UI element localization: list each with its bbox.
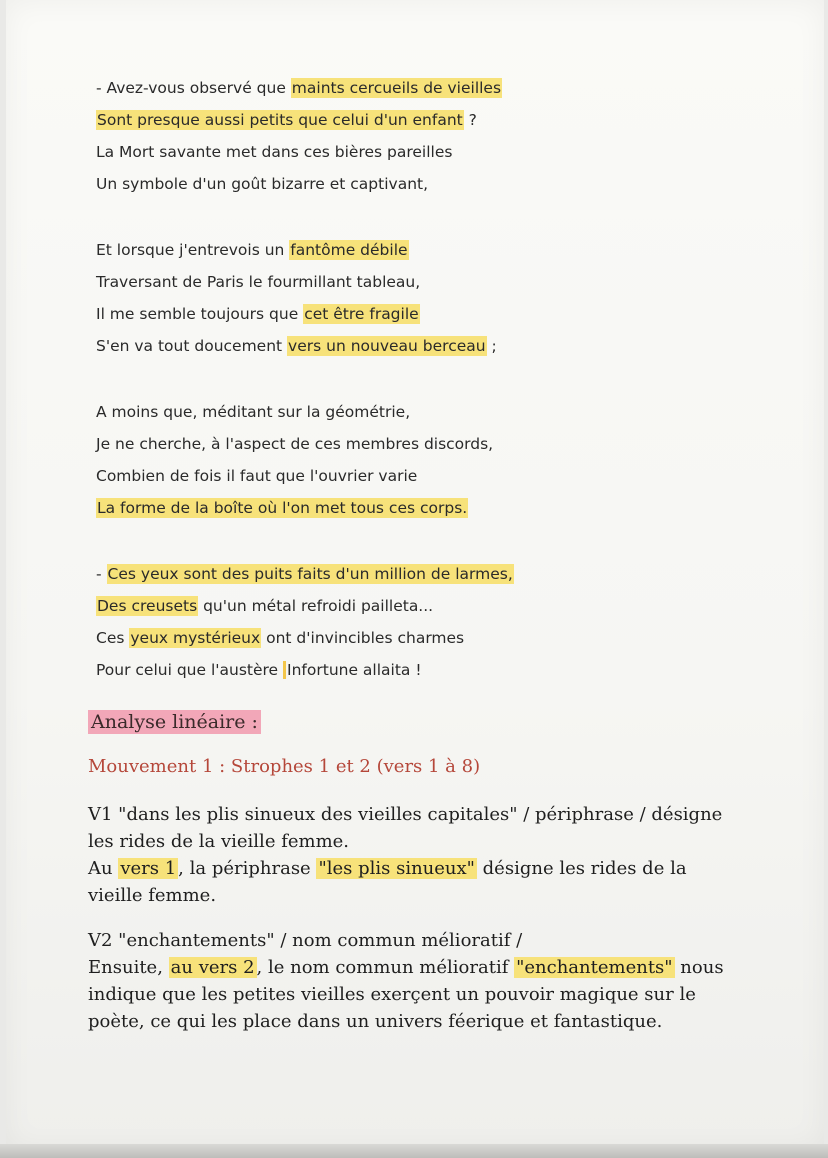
poem-text	[96, 72, 514, 686]
paragraph-text: V2 "enchantements" / nom commun mélioratif /	[88, 930, 523, 951]
poem-line	[96, 460, 514, 492]
line-text: Un symbole d'un goût bizarre et captivant,	[96, 175, 429, 193]
poem-line	[96, 104, 514, 136]
highlighted-text: Des creusets	[97, 597, 198, 615]
poem-line	[96, 428, 514, 460]
poem-line	[96, 396, 514, 428]
line-text: Pour celui que l'austère	[96, 661, 284, 679]
line-text: ont d'invincibles charmes	[261, 629, 465, 647]
line-text: Combien de fois il faut que l'ouvrier varie	[96, 467, 418, 485]
poem-line	[96, 168, 514, 200]
paragraph-text: Ensuite,	[88, 957, 169, 978]
highlighted-text: "enchantements"	[516, 957, 673, 978]
poem-line	[96, 622, 514, 654]
paragraph-text: , le nom commun mélioratif	[256, 957, 515, 978]
highlighted-text: fantôme débile	[290, 241, 408, 259]
analysis-heading: Analyse linéaire :	[88, 710, 261, 734]
paragraph-text: nous indique que les petites vieilles exerçent un pouvoir magique sur le poète, ce qui les place dans un univers féerique et fantastique.	[88, 957, 724, 1032]
highlighted-text: Ces yeux sont des puits faits d'un million de larmes,	[107, 565, 513, 583]
highlighted-text: yeux mystérieux	[130, 629, 261, 647]
poem-line	[96, 266, 514, 298]
highlighted-text: vers 1	[120, 858, 177, 879]
analysis-paragraph	[88, 801, 738, 909]
line-text: Traversant de Paris le fourmillant tableau,	[96, 273, 421, 291]
line-text: Il me semble toujours que	[96, 305, 304, 323]
line-text: Et lorsque j'entrevois un	[96, 241, 290, 259]
line-text: La Mort savante met dans ces bières pareilles	[96, 143, 453, 161]
poem-line	[96, 234, 514, 266]
poem-line	[96, 136, 514, 168]
stanza-gap	[96, 362, 514, 396]
highlighted-text: "les plis sinueux"	[318, 858, 475, 879]
poem-line	[96, 72, 514, 104]
analysis-section	[88, 710, 738, 1035]
line-text: - Avez-vous observé que	[96, 79, 291, 97]
stanza-gap	[96, 200, 514, 234]
poem-line	[96, 590, 514, 622]
poem-line	[96, 492, 514, 524]
paragraph-text: V1 "dans les plis sinueux des vieilles capitales" / périphrase / désigne les rides de la vieille femme.	[88, 804, 723, 852]
paragraph-text: Au	[88, 858, 119, 879]
highlighted-text: Infortune allaita !	[283, 661, 422, 679]
poem-line	[96, 298, 514, 330]
page-bottom-edge	[0, 1144, 828, 1158]
movement-title: Mouvement 1 : Strophes 1 et 2 (vers 1 à 8)	[88, 756, 481, 777]
highlighted-text: Sont presque aussi petits que celui d'un enfant	[97, 111, 463, 129]
highlighted-text: maints cercueils de vieilles	[291, 79, 502, 97]
line-text: -	[96, 565, 107, 583]
highlighted-text: au vers 2	[170, 957, 255, 978]
analysis-paragraphs	[88, 801, 738, 1035]
line-text: Ces	[96, 629, 130, 647]
highlighted-text: cet être fragile	[304, 305, 419, 323]
paragraph-text: désigne les rides de la vieille femme.	[88, 858, 687, 906]
line-text: ;	[486, 337, 497, 355]
line-text: A moins que, méditant sur la géométrie,	[96, 403, 411, 421]
line-text: Je ne cherche, à l'aspect de ces membres discords,	[96, 435, 494, 453]
line-text: qu'un métal refroidi pailleta...	[198, 597, 434, 615]
stanza-gap	[96, 524, 514, 558]
highlighted-text: vers un nouveau berceau	[288, 337, 486, 355]
poem-line	[96, 330, 514, 362]
document-page	[6, 0, 824, 1150]
line-text: ?	[463, 111, 477, 129]
poem-line	[96, 654, 514, 686]
paragraph-text: , la périphrase	[178, 858, 317, 879]
poem-line	[96, 558, 514, 590]
analysis-paragraph	[88, 927, 738, 1035]
highlighted-text: La forme de la boîte où l'on met tous ces corps.	[97, 499, 468, 517]
line-text: S'en va tout doucement	[96, 337, 288, 355]
